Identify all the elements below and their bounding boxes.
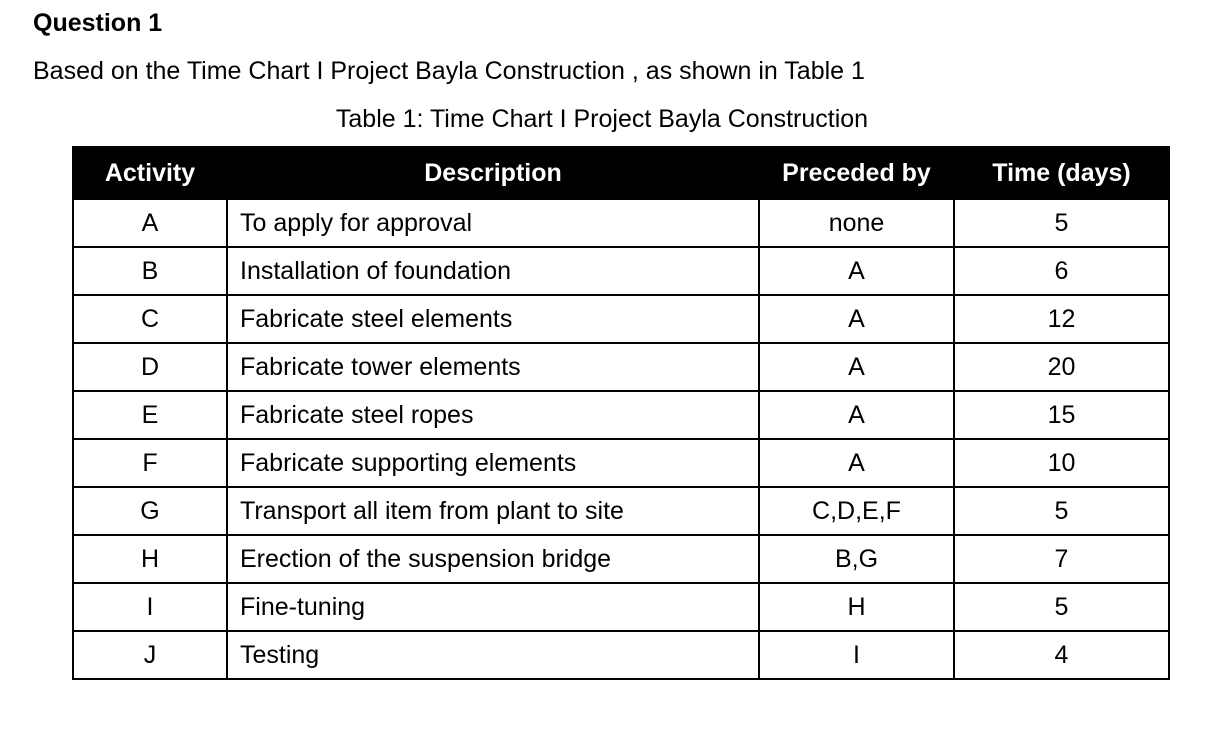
time-cell: 5 bbox=[954, 487, 1169, 535]
description-cell: Fabricate steel ropes bbox=[227, 391, 759, 439]
preceded-by-cell: A bbox=[759, 295, 954, 343]
preceded-by-cell: C,D,E,F bbox=[759, 487, 954, 535]
table-caption: Table 1: Time Chart I Project Bayla Construction bbox=[335, 105, 869, 133]
preceded-by-cell: A bbox=[759, 343, 954, 391]
table-row bbox=[73, 535, 1169, 583]
description-cell: Transport all item from plant to site bbox=[227, 487, 759, 535]
time-chart-table bbox=[72, 146, 1170, 680]
time-cell: 4 bbox=[954, 631, 1169, 679]
time-cell: 5 bbox=[954, 199, 1169, 247]
description-cell: To apply for approval bbox=[227, 199, 759, 247]
activity-cell: C bbox=[73, 295, 227, 343]
table-row bbox=[73, 439, 1169, 487]
description-cell: Fabricate supporting elements bbox=[227, 439, 759, 487]
activity-cell: H bbox=[73, 535, 227, 583]
activity-cell: A bbox=[73, 199, 227, 247]
header-description: Description bbox=[227, 147, 759, 199]
header-preceded-by: Preceded by bbox=[759, 147, 954, 199]
header-activity: Activity bbox=[73, 147, 227, 199]
activity-cell: D bbox=[73, 343, 227, 391]
description-cell: Fabricate steel elements bbox=[227, 295, 759, 343]
time-cell: 15 bbox=[954, 391, 1169, 439]
description-cell: Fine-tuning bbox=[227, 583, 759, 631]
table-row bbox=[73, 391, 1169, 439]
time-cell: 20 bbox=[954, 343, 1169, 391]
time-cell: 12 bbox=[954, 295, 1169, 343]
preceded-by-cell: A bbox=[759, 247, 954, 295]
time-cell: 5 bbox=[954, 583, 1169, 631]
table-header-row bbox=[73, 147, 1169, 199]
activity-cell: J bbox=[73, 631, 227, 679]
preceded-by-cell: B,G bbox=[759, 535, 954, 583]
description-cell: Fabricate tower elements bbox=[227, 343, 759, 391]
activity-cell: F bbox=[73, 439, 227, 487]
time-cell: 7 bbox=[954, 535, 1169, 583]
question-heading: Question 1 bbox=[33, 9, 163, 37]
preceded-by-cell: A bbox=[759, 391, 954, 439]
preceded-by-cell: none bbox=[759, 199, 954, 247]
table-row bbox=[73, 487, 1169, 535]
table-row bbox=[73, 631, 1169, 679]
intro-text: Based on the Time Chart I Project Bayla Construction , as shown in Table 1 bbox=[33, 57, 865, 85]
activity-cell: I bbox=[73, 583, 227, 631]
time-cell: 6 bbox=[954, 247, 1169, 295]
preceded-by-cell: I bbox=[759, 631, 954, 679]
description-cell: Installation of foundation bbox=[227, 247, 759, 295]
description-cell: Testing bbox=[227, 631, 759, 679]
activity-cell: E bbox=[73, 391, 227, 439]
preceded-by-cell: A bbox=[759, 439, 954, 487]
header-time-days: Time (days) bbox=[954, 147, 1169, 199]
table-row bbox=[73, 295, 1169, 343]
table-row bbox=[73, 247, 1169, 295]
activity-cell: G bbox=[73, 487, 227, 535]
description-cell: Erection of the suspension bridge bbox=[227, 535, 759, 583]
table-row bbox=[73, 199, 1169, 247]
activity-cell: B bbox=[73, 247, 227, 295]
preceded-by-cell: H bbox=[759, 583, 954, 631]
table-row bbox=[73, 343, 1169, 391]
time-cell: 10 bbox=[954, 439, 1169, 487]
table-row bbox=[73, 583, 1169, 631]
